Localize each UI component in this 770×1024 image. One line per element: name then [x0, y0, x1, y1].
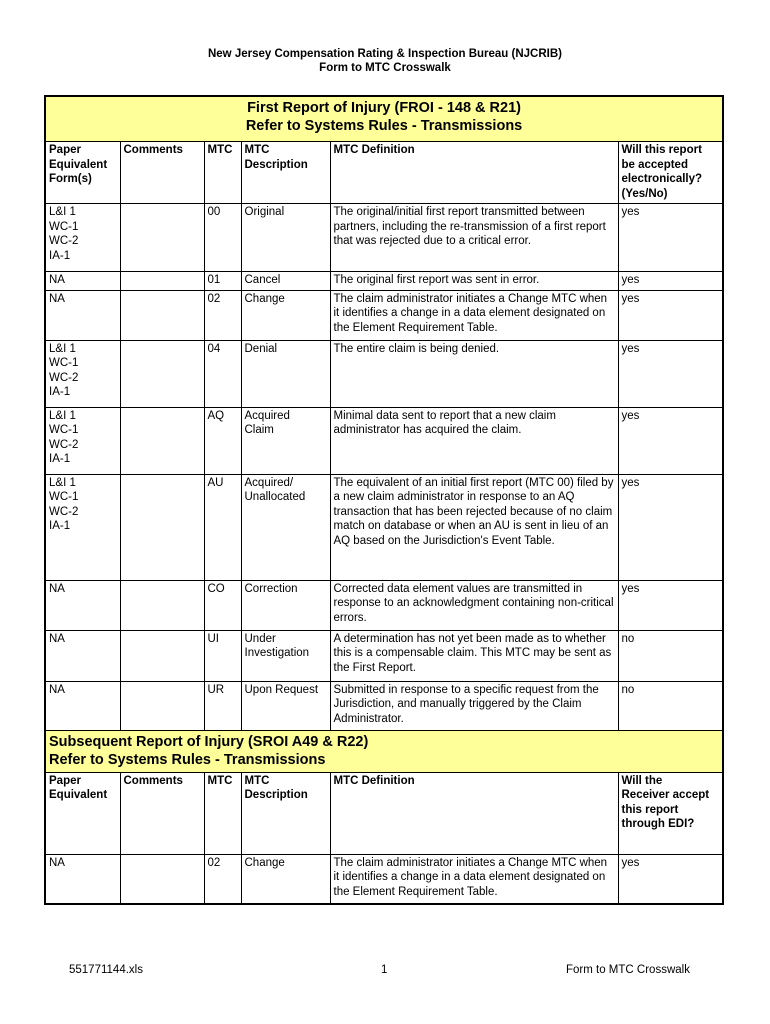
cell-accepted: yes	[618, 340, 723, 407]
froi-section-title	[45, 96, 723, 142]
sroi-section-title	[45, 730, 723, 772]
cell-mtc: 01	[204, 272, 241, 291]
table-row	[45, 407, 723, 474]
cell-mtc: 04	[204, 340, 241, 407]
cell-definition: Corrected data element values are transmitted in response to an acknowledgment containing non-critical errors.	[330, 580, 618, 630]
cell-mtc: 02	[204, 854, 241, 904]
cell-accepted: no	[618, 681, 723, 730]
cell-accepted: yes	[618, 272, 723, 291]
cell-accepted: no	[618, 630, 723, 681]
footer-page-number: 1	[381, 964, 388, 976]
cell-desc: Acquired/ Unallocated	[241, 474, 330, 580]
cell-comments	[120, 340, 204, 407]
cell-comments	[120, 204, 204, 272]
cell-mtc: CO	[204, 580, 241, 630]
cell-mtc: UI	[204, 630, 241, 681]
cell-desc: Upon Request	[241, 681, 330, 730]
cell-paper: NA	[45, 681, 120, 730]
cell-mtc: AQ	[204, 407, 241, 474]
cell-paper: L&I 1 WC-1 WC-2 IA-1	[45, 407, 120, 474]
column-header: Comments	[120, 772, 204, 854]
table-row	[45, 681, 723, 730]
cell-accepted: yes	[618, 854, 723, 904]
table-row	[45, 272, 723, 291]
froi-title2: Refer to Systems Rules - Transmissions	[245, 118, 523, 134]
sroi-column-headers	[45, 772, 723, 854]
page-header	[0, 47, 770, 75]
froi-column-headers	[45, 142, 723, 204]
cell-desc: Cancel	[241, 272, 330, 291]
cell-desc: Correction	[241, 580, 330, 630]
table-row	[45, 630, 723, 681]
cell-definition: Submitted in response to a specific request from the Jurisdiction, and manually triggered by the Claim Administrator.	[330, 681, 618, 730]
cell-definition: Minimal data sent to report that a new claim administrator has acquired the claim.	[330, 407, 618, 474]
crosswalk-table	[44, 95, 724, 905]
cell-paper: NA	[45, 630, 120, 681]
sroi-title1: Subsequent Report of Injury (SROI A49 & R22)	[49, 733, 369, 750]
table-row	[45, 290, 723, 340]
table-row	[45, 580, 723, 630]
cell-mtc: 00	[204, 204, 241, 272]
cell-desc: Under Investigation	[241, 630, 330, 681]
column-header: MTC Definition	[330, 142, 618, 204]
cell-comments	[120, 630, 204, 681]
cell-definition: The claim administrator initiates a Change MTC when it identifies a change in a data element designated on the Element Requirement Table.	[330, 290, 618, 340]
footer-sheet-name: Form to MTC Crosswalk	[566, 964, 690, 976]
cell-mtc: UR	[204, 681, 241, 730]
cell-mtc: AU	[204, 474, 241, 580]
header-subtitle: Form to MTC Crosswalk	[319, 62, 451, 74]
column-header: Comments	[120, 142, 204, 204]
column-header: Will the Receiver accept this report through EDI?	[618, 772, 723, 854]
cell-accepted: yes	[618, 580, 723, 630]
table-row	[45, 854, 723, 904]
cell-comments	[120, 474, 204, 580]
froi-title1: First Report of Injury (FROI - 148 & R21)	[247, 100, 521, 116]
cell-paper: L&I 1 WC-1 WC-2 IA-1	[45, 204, 120, 272]
cell-comments	[120, 854, 204, 904]
column-header: MTC Definition	[330, 772, 618, 854]
column-header: Paper Equivalent	[45, 772, 120, 854]
cell-definition: A determination has not yet been made as to whether this is a compensable claim. This MTC may be sent as the First Report.	[330, 630, 618, 681]
cell-definition: The claim administrator initiates a Change MTC when it identifies a change in a data element designated on the Element Requirement Table.	[330, 854, 618, 904]
cell-desc: Change	[241, 854, 330, 904]
table-row	[45, 340, 723, 407]
column-header: Paper Equivalent Form(s)	[45, 142, 120, 204]
table-row	[45, 474, 723, 580]
cell-paper: NA	[45, 580, 120, 630]
cell-mtc: 02	[204, 290, 241, 340]
cell-desc: Denial	[241, 340, 330, 407]
cell-paper: NA	[45, 854, 120, 904]
cell-definition: The original/initial first report transmitted between partners, including the re-transmission of a first report that was rejected due to a critical error.	[330, 204, 618, 272]
header-title: New Jersey Compensation Rating & Inspection Bureau (NJCRIB)	[207, 48, 562, 60]
cell-accepted: yes	[618, 474, 723, 580]
cell-comments	[120, 681, 204, 730]
cell-accepted: yes	[618, 204, 723, 272]
cell-paper: L&I 1 WC-1 WC-2 IA-1	[45, 474, 120, 580]
column-header: Will this report be accepted electronically? (Yes/No)	[618, 142, 723, 204]
cell-paper: NA	[45, 272, 120, 291]
cell-paper: L&I 1 WC-1 WC-2 IA-1	[45, 340, 120, 407]
column-header: MTC Description	[241, 142, 330, 204]
cell-definition: The equivalent of an initial first report (MTC 00) filed by a new claim administrator in response to an AQ transaction that has been rejected because of no claim match on database or when an AU is sent in lieu of an AQ based on the Jurisdiction's Event Table.	[330, 474, 618, 580]
cell-desc: Change	[241, 290, 330, 340]
column-header: MTC	[204, 772, 241, 854]
crosswalk-table-frame	[44, 95, 722, 905]
cell-accepted: yes	[618, 407, 723, 474]
cell-accepted: yes	[618, 290, 723, 340]
column-header: MTC Description	[241, 772, 330, 854]
cell-paper: NA	[45, 290, 120, 340]
cell-comments	[120, 290, 204, 340]
sroi-title2: Refer to Systems Rules - Transmissions	[49, 751, 326, 768]
table-row	[45, 204, 723, 272]
cell-desc: Acquired Claim	[241, 407, 330, 474]
cell-comments	[120, 407, 204, 474]
cell-definition: The original first report was sent in error.	[330, 272, 618, 291]
cell-comments	[120, 272, 204, 291]
cell-desc: Original	[241, 204, 330, 272]
cell-comments	[120, 580, 204, 630]
column-header: MTC	[204, 142, 241, 204]
footer-filename: 551771144.xls	[69, 964, 143, 976]
cell-definition: The entire claim is being denied.	[330, 340, 618, 407]
